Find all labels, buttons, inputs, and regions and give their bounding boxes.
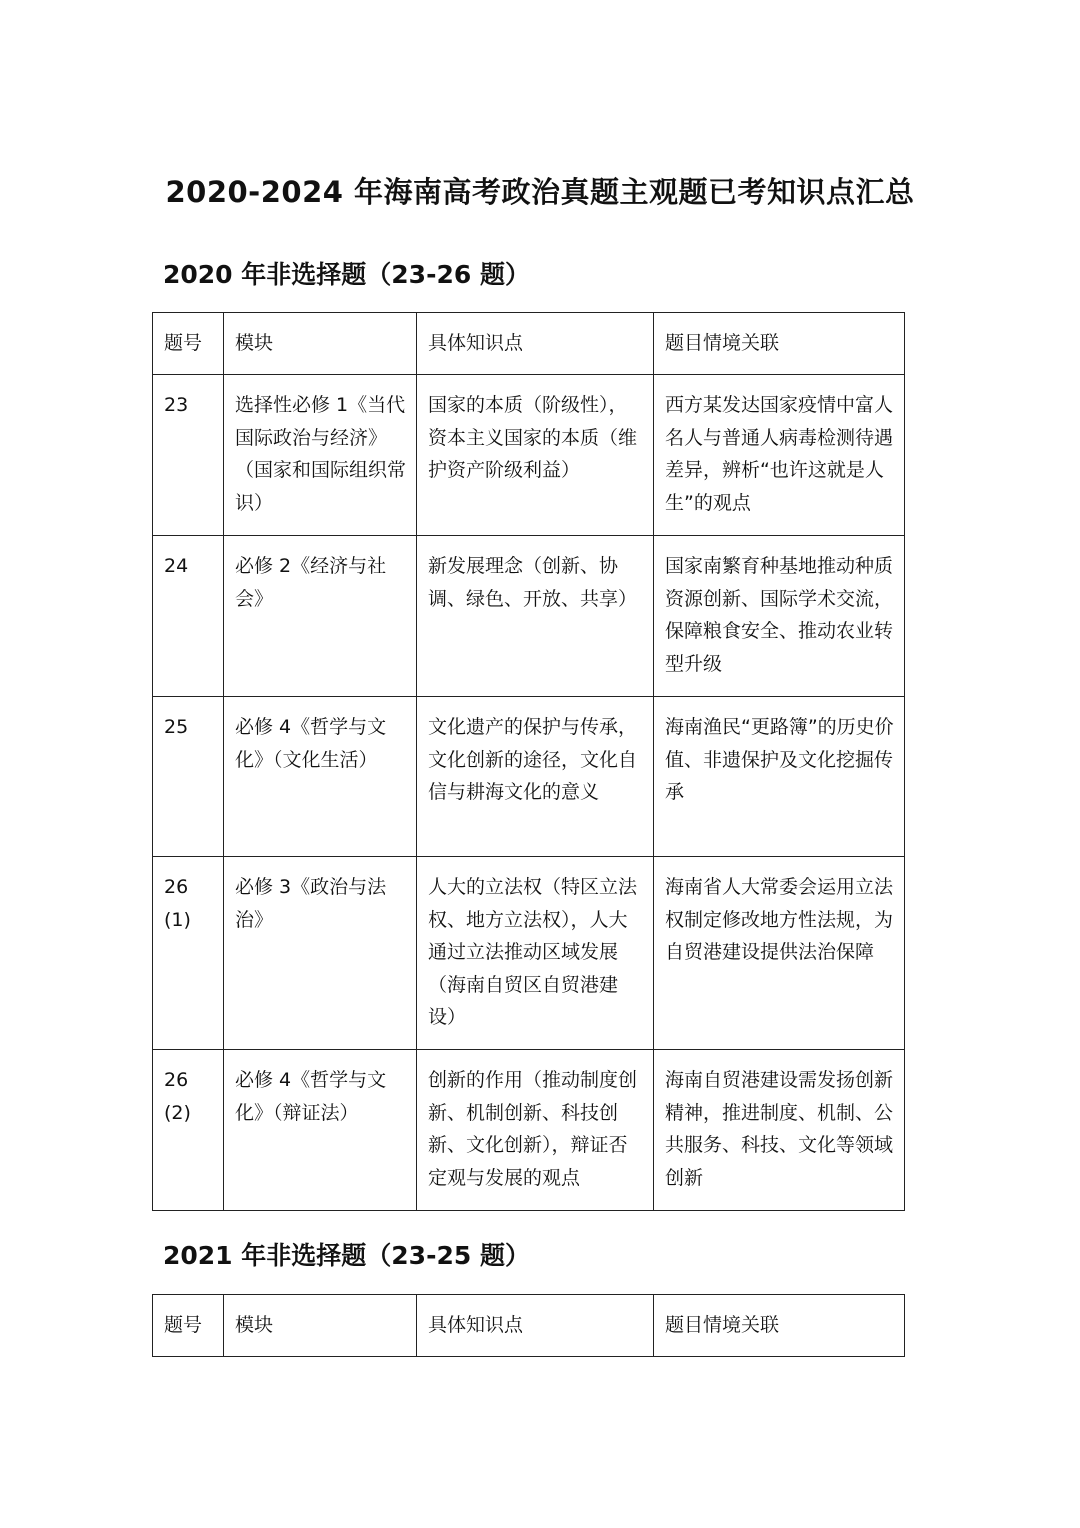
cell-context: 海南省人大常委会运用立法权制定修改地方性法规，为自贸港建设提供法治保障 (654, 857, 905, 1050)
cell-module: 必修 2《经济与社会》 (224, 536, 417, 697)
column-header-number: 题号 (153, 313, 224, 375)
cell-context: 海南自贸港建设需发扬创新精神，推进制度、机制、公共服务、科技、文化等领域创新 (654, 1050, 905, 1211)
cell-context: 西方某发达国家疫情中富人名人与普通人病毒检测待遇差异，辨析“也许这就是人生”的观点 (654, 375, 905, 536)
cell-number: 26(2) (153, 1050, 224, 1211)
cell-number: 26(1) (153, 857, 224, 1050)
knowledge-table-2020 (152, 312, 905, 1211)
table-header-row (153, 1295, 905, 1357)
column-header-context: 题目情境关联 (654, 313, 905, 375)
cell-number: 24 (153, 536, 224, 697)
cell-context: 国家南繁育种基地推动种质资源创新、国际学术交流，保障粮食安全、推动农业转型升级 (654, 536, 905, 697)
cell-number: 23 (153, 375, 224, 536)
cell-module: 必修 3《政治与法治》 (224, 857, 417, 1050)
table-row (153, 536, 905, 697)
cell-knowledge: 文化遗产的保护与传承，文化创新的途径，文化自信与耕海文化的意义 (417, 697, 654, 857)
column-header-knowledge: 具体知识点 (417, 1295, 654, 1357)
knowledge-table-2021 (152, 1294, 905, 1357)
document-title: 2020-2024 年海南高考政治真题主观题已考知识点汇总 (165, 175, 915, 209)
cell-module: 必修 4《哲学与文化》（辩证法） (224, 1050, 417, 1211)
cell-number: 25 (153, 697, 224, 857)
table-row (153, 857, 905, 1050)
cell-knowledge: 国家的本质（阶级性），资本主义国家的本质（维护资产阶级利益） (417, 375, 654, 536)
column-header-knowledge: 具体知识点 (417, 313, 654, 375)
table-row (153, 697, 905, 857)
column-header-number: 题号 (153, 1295, 224, 1357)
column-header-context: 题目情境关联 (654, 1295, 905, 1357)
cell-knowledge: 新发展理念（创新、协调、绿色、开放、共享） (417, 536, 654, 697)
cell-knowledge: 人大的立法权（特区立法权、地方立法权），人大通过立法推动区域发展（海南自贸区自贸港建设） (417, 857, 654, 1050)
section-heading-2020: 2020 年非选择题（23-26 题） (163, 260, 530, 289)
table-header-row (153, 313, 905, 375)
section-heading-2021: 2021 年非选择题（23-25 题） (163, 1241, 530, 1270)
column-header-module: 模块 (224, 313, 417, 375)
cell-module: 必修 4《哲学与文化》（文化生活） (224, 697, 417, 857)
table-row (153, 375, 905, 536)
table-row (153, 1050, 905, 1211)
cell-module: 选择性必修 1《当代国际政治与经济》（国家和国际组织常识） (224, 375, 417, 536)
cell-knowledge: 创新的作用（推动制度创新、机制创新、科技创新、文化创新），辩证否定观与发展的观点 (417, 1050, 654, 1211)
cell-context: 海南渔民“更路簿”的历史价值、非遗保护及文化挖掘传承 (654, 697, 905, 857)
column-header-module: 模块 (224, 1295, 417, 1357)
